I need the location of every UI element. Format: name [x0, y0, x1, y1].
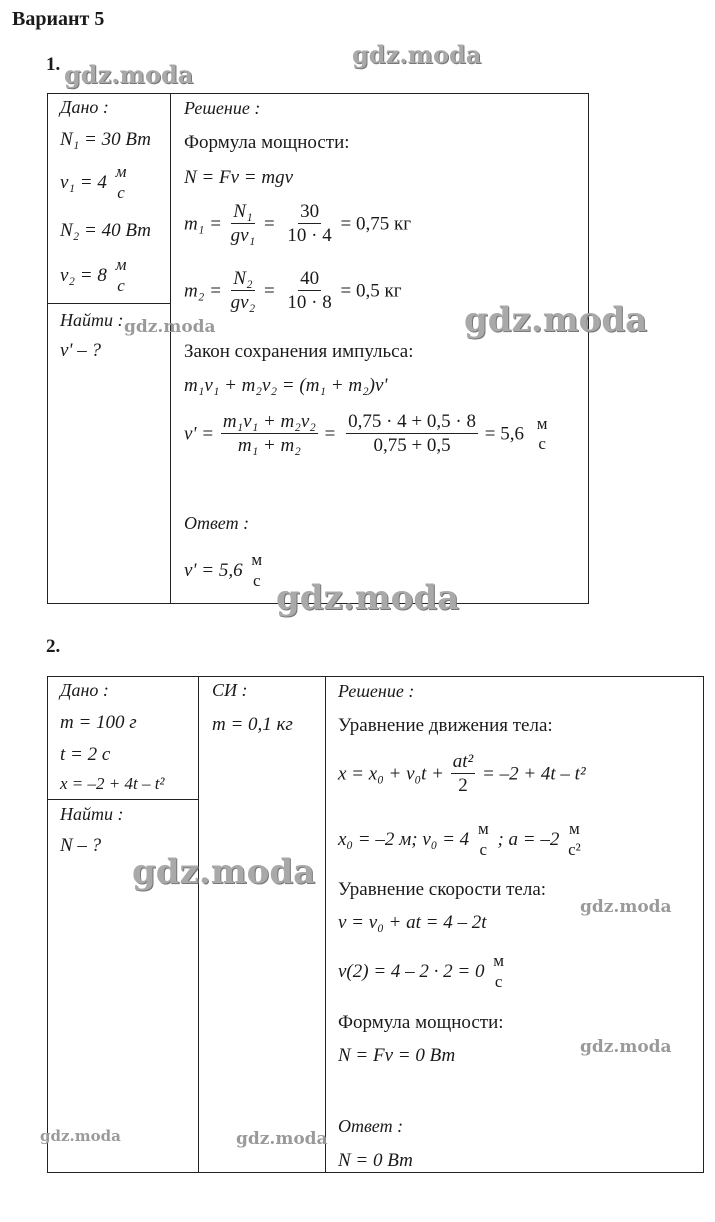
fraction: [451, 752, 475, 796]
given-v2: v₂ = 8: [60, 264, 107, 286]
unit-num: м: [251, 550, 263, 569]
frac-num: 40: [300, 268, 320, 289]
solution-line: Закон сохранения импульса:: [184, 341, 414, 362]
solution-line: Формула мощности:: [184, 132, 350, 153]
unit-num: м: [493, 951, 504, 970]
eq-lhs: x = x₀ + v₀t +: [338, 763, 445, 785]
answer-value: [184, 551, 266, 590]
answer-value: N = 0 Вт: [338, 1150, 413, 1171]
fraction: [221, 412, 318, 456]
fraction: [285, 269, 333, 313]
problem-2-column-divider: [198, 676, 199, 1173]
watermark: gdz.moda: [580, 1037, 672, 1057]
unit-den: с: [252, 570, 261, 590]
frac-den: 10 · 4: [287, 224, 332, 246]
equation: N = Fv = 0 Вт: [338, 1045, 456, 1066]
unit-den: с: [479, 839, 488, 859]
unit-fraction: [535, 415, 550, 454]
answer-label: Ответ :: [184, 513, 250, 533]
unit-den: с²: [568, 839, 581, 859]
watermark: gdz.moda: [40, 1127, 121, 1145]
frac-den: 2: [458, 774, 468, 796]
equation: v = v₀ + at = 4 – 2t: [338, 912, 487, 933]
equation-m1: [184, 202, 411, 246]
frac-num: 30: [300, 201, 320, 222]
unit-num: м: [477, 819, 489, 838]
unit-fraction: [476, 820, 491, 859]
problem-2-number: 2.: [46, 636, 61, 657]
find-label: Найти :: [60, 804, 124, 824]
frac-num: m₁v₁ + m₂v₂: [222, 411, 316, 432]
eq-lhs: m₂ =: [184, 280, 222, 302]
watermark: gdz.moda: [64, 60, 194, 89]
unit-den: с: [538, 434, 546, 454]
unit-den: с: [117, 182, 125, 202]
frac-den: 10 · 8: [287, 291, 332, 313]
frac-num: N₁: [233, 201, 253, 222]
unit-fraction: [566, 820, 583, 859]
unit-num: м: [536, 413, 548, 433]
given-value: N₂ = 40 Вт: [60, 220, 151, 241]
given-value: t = 2 с: [60, 744, 111, 765]
equation-initial: [338, 820, 585, 859]
equation-v2: [338, 952, 508, 991]
watermark: gdz.moda: [352, 40, 482, 69]
unit-fraction: [491, 952, 506, 991]
given-value: [60, 163, 130, 202]
problem-1-column-divider: [170, 93, 171, 604]
unit-fraction: [114, 163, 129, 202]
given-value: x = –2 + 4t – t²: [60, 774, 165, 793]
solution-line: Уравнение скорости тела:: [338, 879, 547, 900]
eq-sign: =: [263, 280, 275, 302]
fraction: [346, 412, 478, 456]
page-title: Вариант 5: [12, 8, 105, 30]
problem-1-number: 1.: [46, 54, 61, 75]
find-value: v' – ?: [60, 340, 101, 361]
eq-lhs: v' =: [184, 423, 215, 445]
equation: N = Fv = mgv: [184, 167, 294, 188]
frac-num: at²: [452, 751, 474, 772]
given-value: [60, 256, 130, 295]
equation: m₁v₁ + m₂v₂ = (m₁ + m₂)v': [184, 375, 388, 396]
watermark: gdz.moda: [276, 578, 460, 618]
answer-label: Ответ :: [338, 1116, 404, 1136]
solution-label: Решение :: [338, 681, 415, 701]
eq-text: ; a = –2: [497, 828, 560, 850]
given-value: m = 100 г: [60, 712, 137, 733]
problem-2-given-divider: [47, 799, 199, 800]
fraction: [285, 202, 333, 246]
frac-den: gv₂: [230, 291, 256, 313]
watermark: gdz.moda: [580, 897, 672, 917]
eq-text: x₀ = –2 м; v₀ = 4: [338, 828, 470, 850]
watermark: gdz.moda: [132, 852, 316, 892]
eq-result: = 0,5 кг: [340, 280, 402, 302]
solution-line: Уравнение движения тела:: [338, 715, 553, 736]
eq-sign: =: [263, 213, 275, 235]
equation-v: [184, 412, 551, 456]
eq-sign: =: [324, 423, 336, 445]
find-label: Найти :: [60, 310, 124, 330]
watermark: gdz.moda: [124, 317, 216, 337]
equation-x: [338, 752, 586, 796]
unit-num: м: [115, 255, 127, 274]
eq-rhs: = –2 + 4t – t²: [482, 763, 586, 785]
fraction: [229, 202, 258, 246]
unit-fraction: [249, 551, 264, 590]
given-value: N₁ = 30 Вт: [60, 129, 151, 150]
find-value: N – ?: [60, 835, 102, 856]
unit-den: с: [117, 275, 125, 295]
watermark: gdz.moda: [236, 1129, 328, 1149]
given-label: Дано :: [60, 97, 109, 117]
solution-label: Решение :: [184, 98, 261, 118]
given-label: Дано :: [60, 680, 109, 700]
solution-line: Формула мощности:: [338, 1012, 504, 1033]
si-label: СИ :: [212, 680, 248, 700]
eq-text: v(2) = 4 – 2 · 2 = 0: [338, 960, 485, 982]
problem-1-given-divider: [47, 303, 171, 304]
frac-den: 0,75 + 0,5: [373, 434, 451, 456]
eq-result: = 5,6: [484, 423, 524, 445]
eq-result: = 0,75 кг: [340, 213, 411, 235]
given-v1: v₁ = 4: [60, 171, 107, 193]
frac-num: 0,75 · 4 + 0,5 · 8: [348, 411, 476, 432]
eq-lhs: m₁ =: [184, 213, 222, 235]
frac-den: gv₁: [230, 224, 256, 246]
unit-fraction: [114, 256, 129, 295]
unit-num: м: [569, 819, 580, 838]
unit-den: с: [494, 971, 503, 991]
frac-den: m₁ + m₂: [237, 434, 301, 456]
equation-m2: [184, 269, 402, 313]
watermark: gdz.moda: [464, 300, 648, 340]
problem-2-column-divider: [325, 676, 326, 1173]
answer-text: v' = 5,6: [184, 559, 243, 581]
unit-num: м: [115, 162, 127, 181]
frac-num: N₂: [233, 268, 253, 289]
si-value: m = 0,1 кг: [212, 714, 293, 735]
fraction: [229, 269, 258, 313]
